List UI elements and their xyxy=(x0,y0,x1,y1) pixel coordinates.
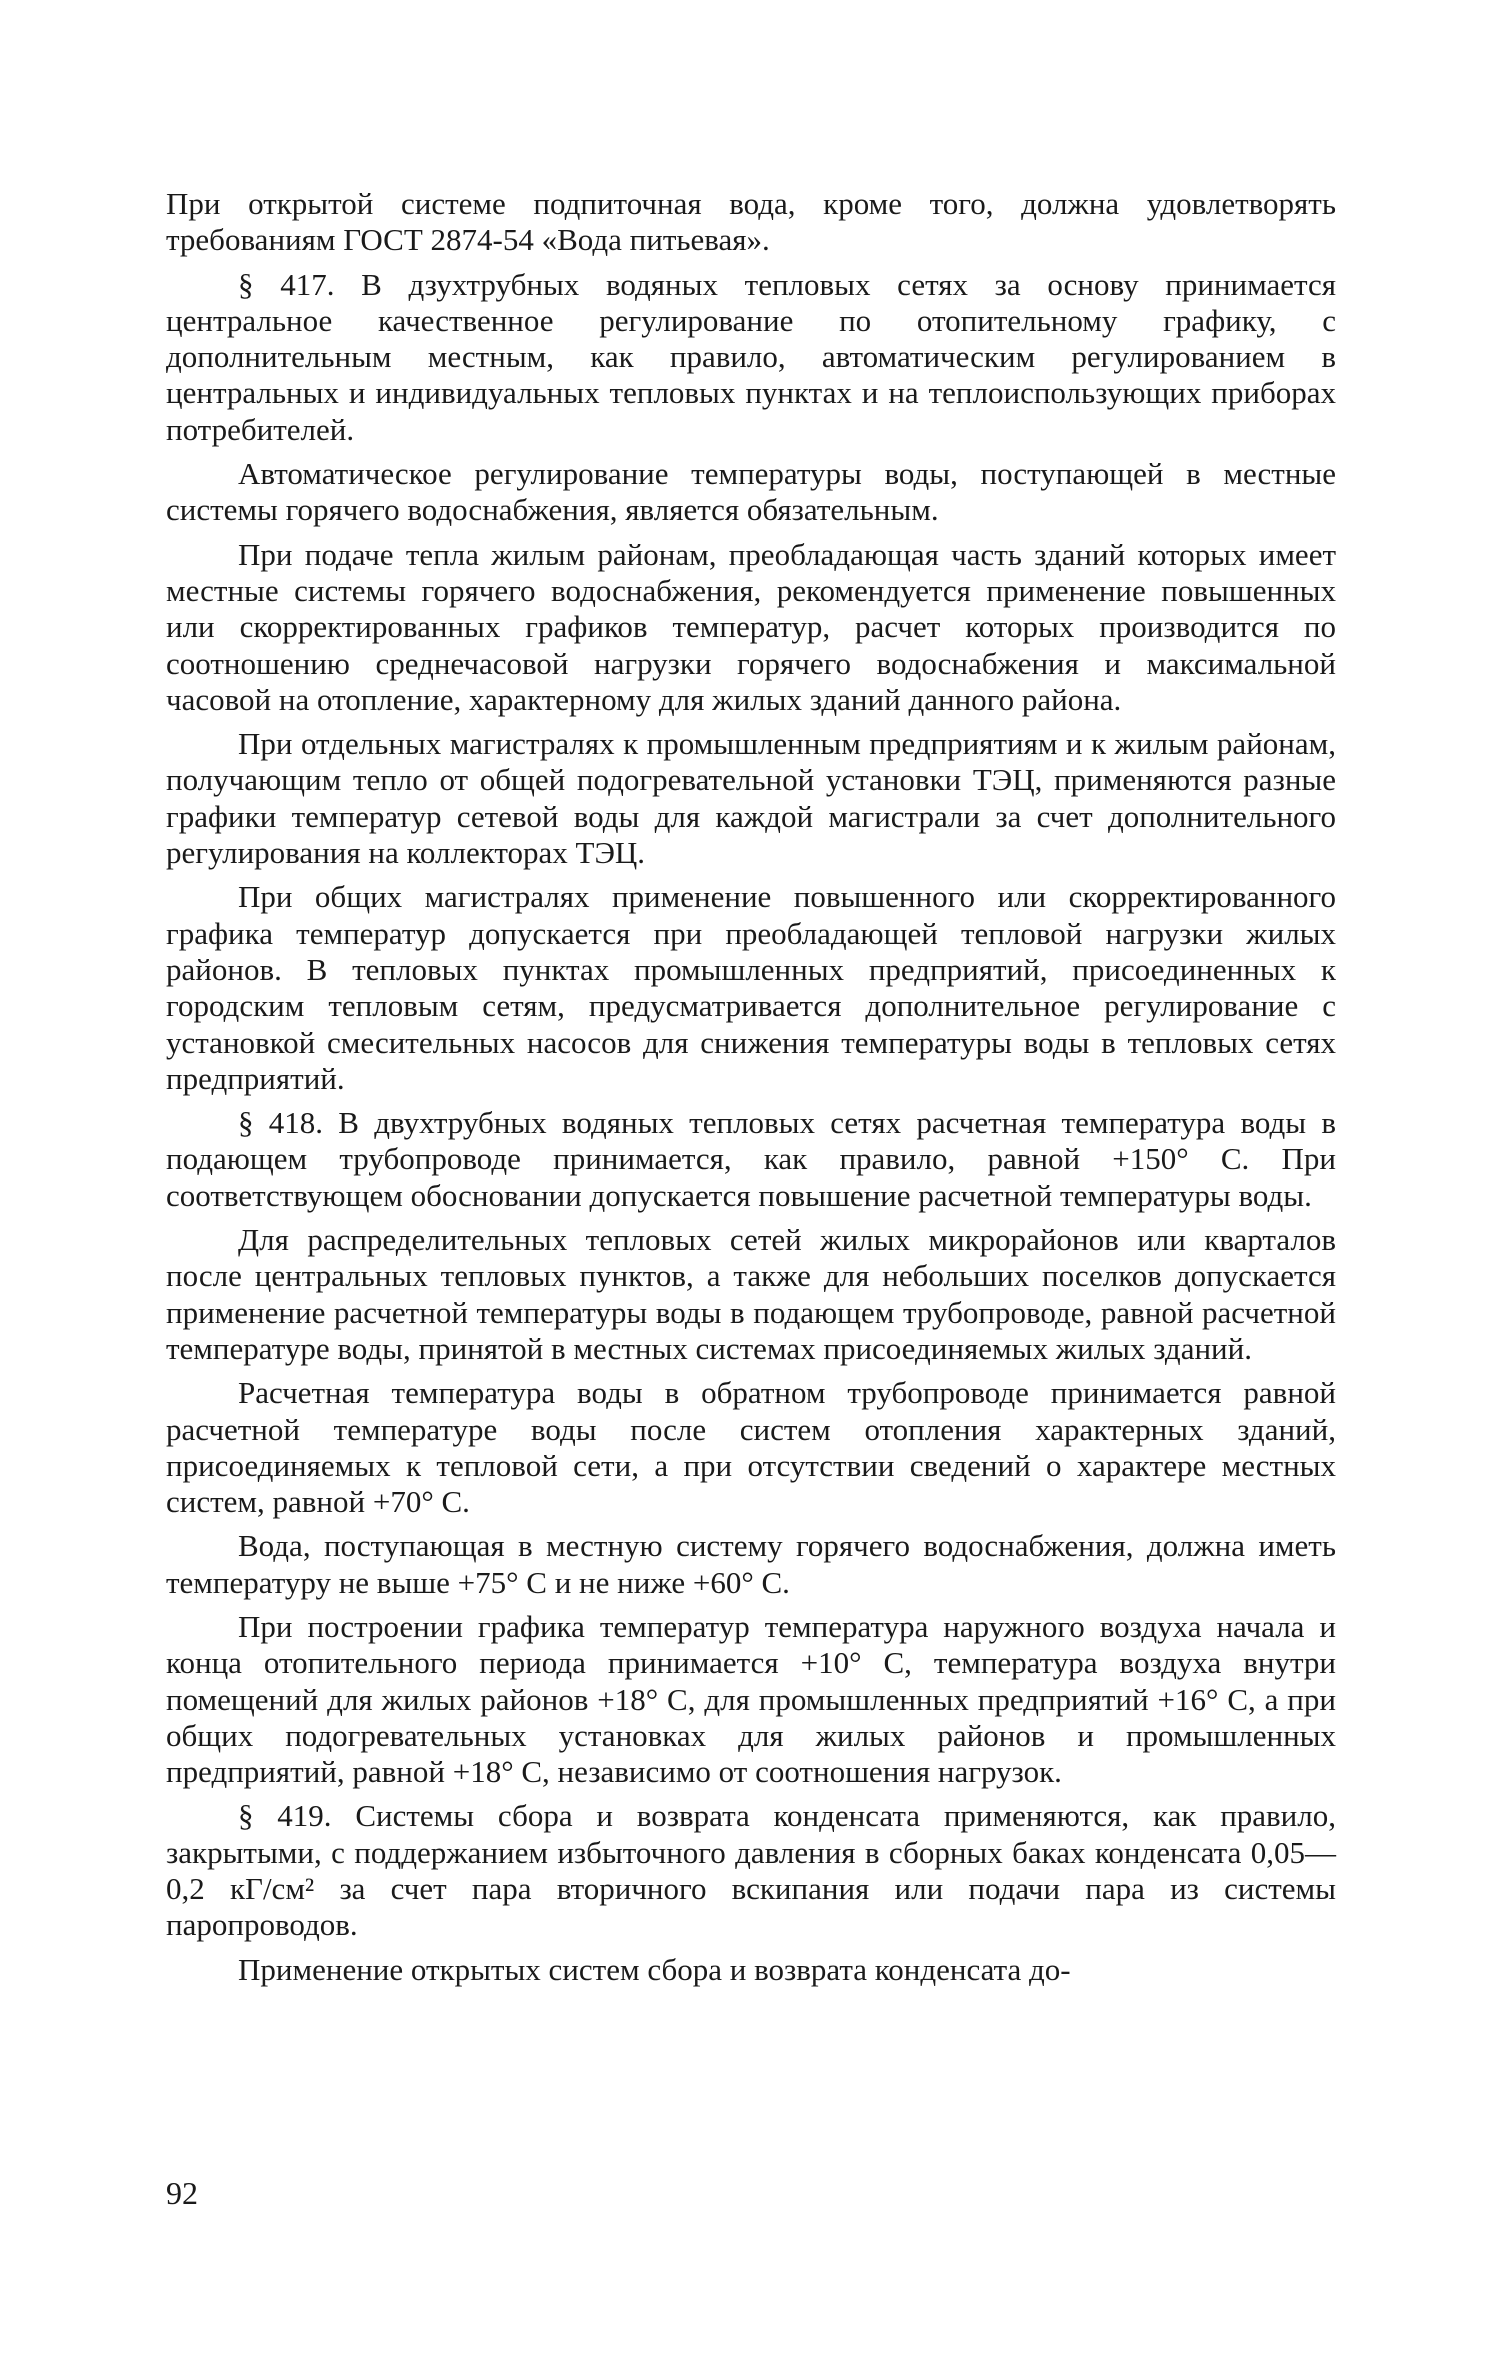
paragraph: При отдельных магистралях к промышленным предприятиям и к жилым районам, получающим тепло от общей подогревательной установки ТЭЦ, применяются разные графики температур сетевой воды для каждой магистрали за счет дополнительного регулирования на коллекторах ТЭЦ. xyxy=(166,726,1336,871)
paragraph: При общих магистралях применение повышенного или скорректированного графика температур допускается при преобладающей тепловой нагрузки жилых районов. В тепловых пунктах промышленных предприятий, присоединенных к городским тепловым сетям, предусматривается дополнительное регулирование с установкой смесительных насосов для снижения температуры воды в тепловых сетях предприятий. xyxy=(166,879,1336,1096)
paragraph: Автоматическое регулирование температуры воды, поступающей в местные системы горячего водоснабжения, является обязательным. xyxy=(166,456,1336,528)
paragraph: При подаче тепла жилым районам, преобладающая часть зданий которых имеет местные системы горячего водоснабжения, рекомендуется применение повышенных или скорректированных графиков температур, расчет которых производится по соотношению среднечасовой нагрузки горячего водоснабжения и максимальной часовой на отопление, характерному для жилых зданий данного района. xyxy=(166,536,1336,717)
paragraph: § 417. В дзухтрубных водяных тепловых сетях за основу принимается центральное качественное регулирование по отопительному графику, с дополнительным местным, как правило, автоматическим регулированием в центральных и индивидуальных тепловых пунктах и на теплоиспользующих приборах потребителей. xyxy=(166,266,1336,447)
page-number: 92 xyxy=(166,2175,198,2211)
paragraph: При открытой системе подпиточная вода, кроме того, должна удовлетворять требованиям ГОСТ 2874-54 «Вода питьевая». xyxy=(166,186,1336,258)
paragraph: Расчетная температура воды в обратном трубопроводе принимается равной расчетной температуре воды после систем отопления характерных зданий, присоединяемых к тепловой сети, а при отсутствии сведений о характере местных систем, равной +70° С. xyxy=(166,1375,1336,1520)
paragraph: § 419. Системы сбора и возврата конденсата применяются, как правило, закрытыми, с поддержанием избыточного давления в сборных баках конденсата 0,05—0,2 кГ/см² за счет пара вторичного вскипания или подачи пара из системы паропроводов. xyxy=(166,1798,1336,1943)
paragraph: При построении графика температур температура наружного воздуха начала и конца отопительного периода принимается +10° С, температура воздуха внутри помещений для жилых районов +18° С, для промышленных предприятий +16° С, а при общих подогревательных установках для жилых районов и промышленных предприятий, равной +18° С, независимо от соотношения нагрузок. xyxy=(166,1608,1336,1790)
paragraph: § 418. В двухтрубных водяных тепловых сетях расчетная температура воды в подающем трубопроводе принимается, как правило, равной +150° С. При соответствующем обосновании допускается повышение расчетной температуры воды. xyxy=(166,1105,1336,1213)
paragraph: Применение открытых систем сбора и возврата конденсата до- xyxy=(238,1951,1071,1987)
paragraph: Для распределительных тепловых сетей жилых микрорайонов или кварталов после центральных тепловых пунктов, а также для небольших поселков допускается применение расчетной температуры воды в подающем трубопроводе, равной расчетной температуре воды, принятой в местных системах присоединяемых жилых зданий. xyxy=(166,1222,1336,1366)
page-text xyxy=(166,186,1336,1996)
paragraph: Вода, поступающая в местную систему горячего водоснабжения, должна иметь температуру не выше +75° С и не ниже +60° С. xyxy=(166,1528,1336,1600)
